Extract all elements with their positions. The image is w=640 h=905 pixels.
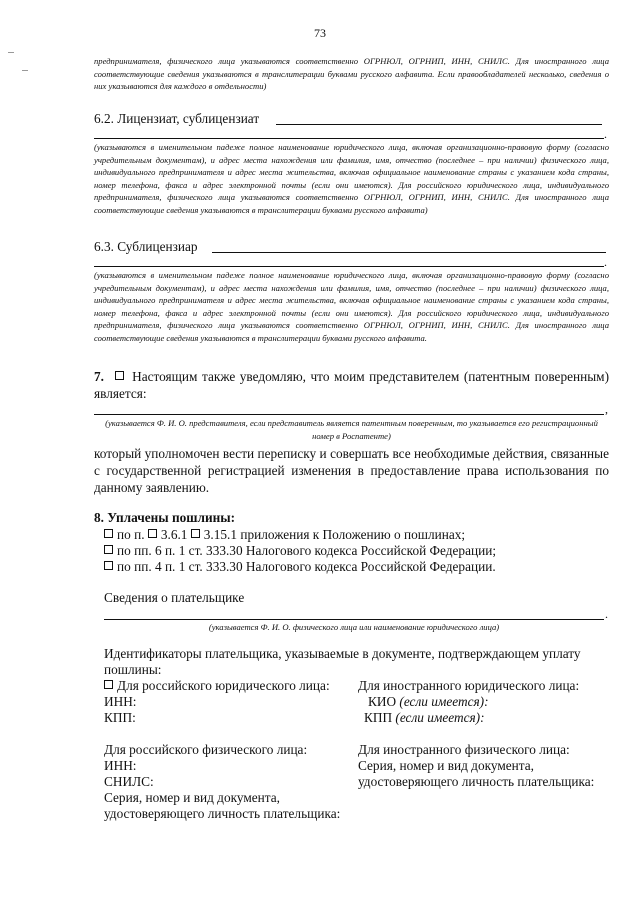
- page-number: 73: [314, 26, 326, 40]
- foreign-legal-kpp: [364, 710, 485, 726]
- fee-line-3-text: по пп. 4 п. 1 ст. 333.30 Налогового кодекса Российской Федерации.: [117, 559, 496, 574]
- fee-checkbox-2[interactable]: [104, 545, 113, 554]
- line-end-dot: .: [604, 127, 607, 141]
- ru-physical-inn: ИНН:: [104, 758, 137, 773]
- fee-line-2-text: по пп. 6 п. 1 ст. 333.30 Налогового кодекса Российской Федерации;: [117, 543, 497, 558]
- foreign-physical-series-1: Серия, номер и вид документа,: [358, 758, 534, 773]
- fee-line-1: [104, 527, 465, 543]
- section-6-3-title: 6.3. Сублицензиар: [94, 239, 198, 254]
- fee-clause-3-15-1: 3.15.1: [203, 527, 238, 542]
- representative-field[interactable]: [94, 414, 604, 415]
- fee-clause-3-6-1: 3.6.1: [160, 527, 188, 542]
- section-6-2-note: (указываются в именительном падеже полное наименование юридического лица, включая организационно-правовую форму (согласно учредительным документам), и адрес места нахождения или фамилия, имя, отчество (последнее – при наличии) физического лица, индивидуального предпринимателя и адрес места жительства, включая официальное наименование страны с указанием кода страны, номер телефона, факса и адрес электронной почты (если они имеются). Для российского юридического лица, индивидуального предпринимателя, физического лица указываются соответственно ОГРНЮЛ, ОГРНИП, ИНН, СНИЛС. Для иностранного лица соответствующие сведения указываются в транслитерации буквами русского алфавита): [94, 142, 609, 215]
- ru-physical-series-1: Серия, номер и вид документа,: [104, 790, 280, 805]
- payer-identifiers-line2: пошлины:: [104, 662, 162, 677]
- fee-line-1-suffix: приложения к Положению о пошлинах;: [240, 527, 466, 542]
- ru-legal-checkbox[interactable]: [104, 680, 113, 689]
- section-6-2-heading: [94, 110, 609, 128]
- kio-label: КИО: [368, 694, 397, 709]
- sublicensor-field-line2[interactable]: [94, 266, 604, 267]
- kpp2-note: (если имеется):: [395, 710, 485, 725]
- payer-field[interactable]: [104, 619, 604, 620]
- licensee-field-line2[interactable]: [94, 138, 604, 139]
- fee-line-1-prefix: по п.: [117, 527, 145, 542]
- section-7-body: который уполномочен вести переписку и совершать все необходимые действия, связанные с государственной регистрацией изменения в предоставление права использования по данному заявлению.: [94, 446, 609, 495]
- fee-checkbox-3[interactable]: [104, 561, 113, 570]
- section-6-3-heading: [94, 238, 609, 256]
- section-8-title: 8. Уплачены пошлины:: [94, 510, 236, 525]
- section-6-2-title: 6.2. Лицензиат, сублицензиат: [94, 111, 260, 126]
- line-end-comma: ,: [605, 402, 608, 416]
- section-7-heading: [94, 368, 609, 402]
- ru-legal-kpp: КПП:: [104, 710, 136, 725]
- fee-line-3: [104, 559, 496, 575]
- foreign-physical-person: Для иностранного физического лица:: [358, 742, 570, 757]
- line-end-dot: .: [605, 607, 608, 621]
- fee-checkbox-1[interactable]: [104, 529, 113, 538]
- ru-physical-series-2: удостоверяющего личность плательщика:: [104, 806, 341, 821]
- kpp2-label: КПП: [364, 710, 393, 725]
- ru-physical-snils: СНИЛС:: [104, 774, 154, 789]
- fee-checkbox-3-15-1[interactable]: [191, 529, 200, 538]
- ru-legal-entity: [104, 678, 330, 694]
- kio-note: (если имеется):: [399, 694, 489, 709]
- margin-mark: [22, 70, 28, 71]
- fee-checkbox-3-6-1[interactable]: [148, 529, 157, 538]
- section-7-note: (указывается Ф. И. О. представителя, если представитель является патентным поверенным, то указывается его регистрационный номер в Роспатенте): [105, 418, 598, 441]
- section-7-checkbox[interactable]: [115, 371, 124, 380]
- payer-title: Сведения о плательщике: [104, 590, 245, 605]
- payer-identifiers-line1: Идентификаторы плательщика, указываемые в документе, подтверждающем уплату: [104, 646, 581, 661]
- payer-note: (указывается Ф. И. О. физического лица или наименование юридического лица): [208, 622, 500, 632]
- top-note: предпринимателя, физического лица указываются соответственно ОГРНЮЛ, ОГРНИП, ИНН, СНИЛС. Для иностранного лица соответствующие сведения указываются в транслитерации буквами русского алфавита. Если правообладателей несколько, сведения о них указываются для каждого в отдельности): [94, 56, 609, 92]
- fee-line-2: [104, 543, 496, 559]
- line-end-dot: .: [604, 255, 607, 269]
- licensee-field[interactable]: [276, 124, 602, 125]
- foreign-legal-entity: Для иностранного юридического лица:: [358, 678, 580, 693]
- ru-legal-inn: ИНН:: [104, 694, 137, 709]
- ru-physical-person: Для российского физического лица:: [104, 742, 308, 757]
- section-7-text: Настоящим также уведомляю, что моим представителем (патентным поверенным) является:: [94, 369, 609, 401]
- ru-legal-label: Для российского юридического лица:: [117, 678, 330, 693]
- foreign-physical-series-2: удостоверяющего личность плательщика:: [358, 774, 595, 789]
- margin-mark: [8, 52, 14, 53]
- sublicensor-field[interactable]: [212, 252, 606, 253]
- foreign-legal-kio: [368, 694, 489, 710]
- section-6-3-note: (указываются в именительном падеже полное наименование юридического лица, включая организационно-правовую форму (согласно учредительным документам), и адрес места нахождения или фамилия, имя, отчество (последнее – при наличии) физического лица, индивидуального предпринимателя и адрес места жительства, включая официальное наименование страны с указанием кода страны, номер телефона, факса и адрес электронной почты (если они имеются). Для российского юридического лица, индивидуального предпринимателя, физического лица указываются соответственно ОГРНЮЛ, ОГРНИП, ИНН, СНИЛС. Для иностранного лица соответствующие сведения указываются в транслитерации буквами русского алфавита.: [94, 270, 609, 343]
- section-7-number: 7.: [94, 369, 104, 384]
